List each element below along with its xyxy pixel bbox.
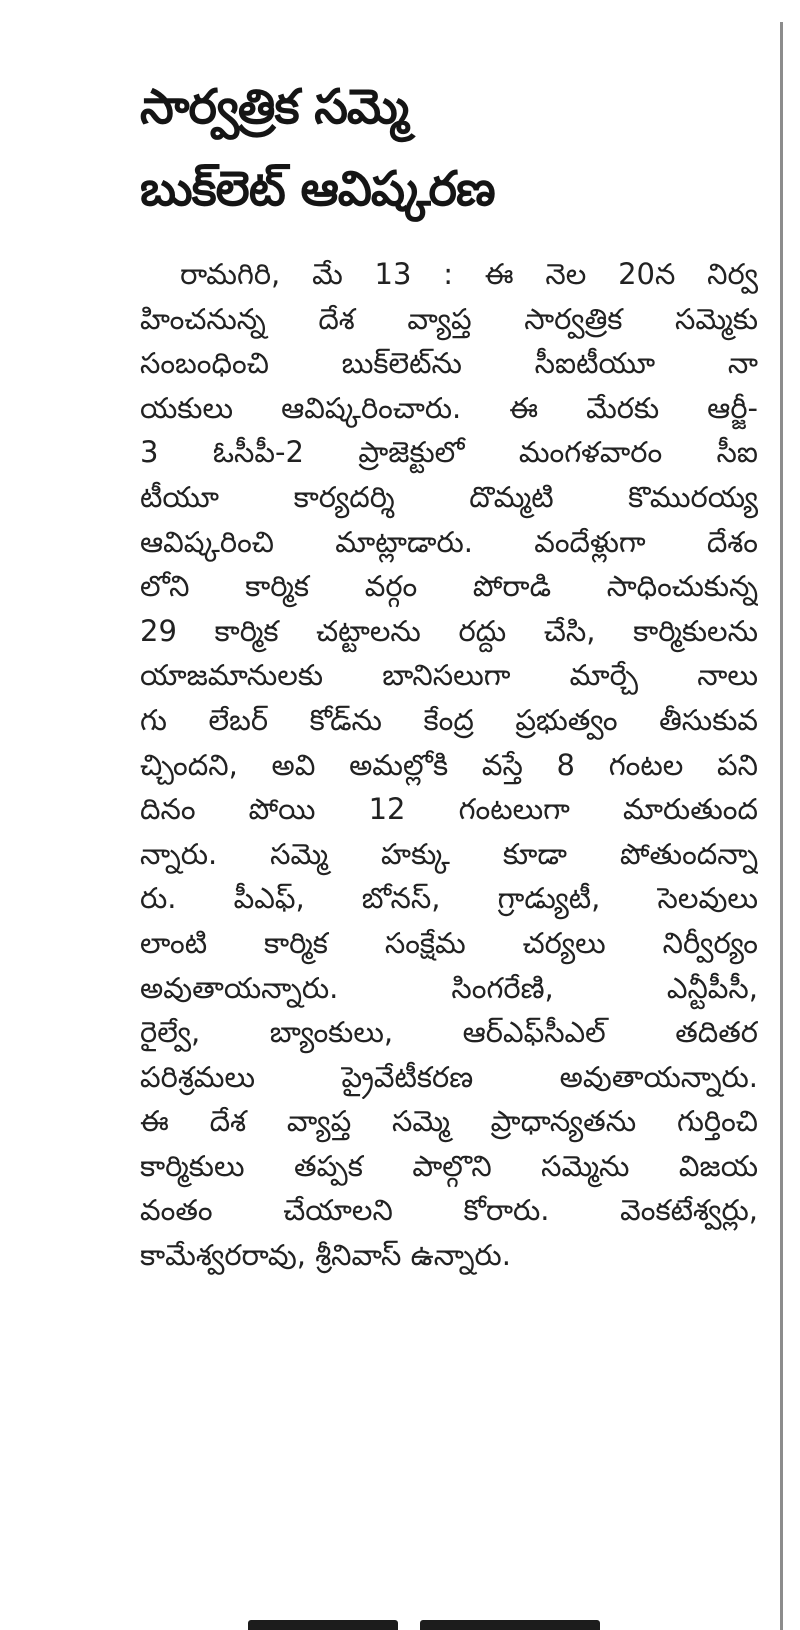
body-line: కామేశ్వరరావు, శ్రీనివాస్ ఉన్నారు. — [140, 1238, 511, 1273]
body-line: గు లేబర్ కోడ్‌ను కేంద్ర ప్రభుత్వం తీసుకువ — [140, 702, 758, 737]
cropped-text-fragment — [420, 1620, 600, 1630]
body-line: రామగిరి, మే 13 : ఈ నెల 20న నిర్వ — [180, 257, 758, 291]
body-line: అవుతాయన్నారు. సింగరేణి, ఎన్టీపీసీ, — [140, 970, 758, 1005]
body-line: ఆవిష్కరించి మాట్లాడారు. వందేళ్లుగా దేశం — [140, 524, 758, 559]
body-line: రు. పీఎఫ్, బోనస్, గ్రాడ్యుటీ, సెలవులు — [140, 881, 758, 916]
body-line: చ్చిందని, అవి అమల్లోకి వస్తే 8 గంటల పని — [140, 747, 758, 782]
body-line: ఈ దేశ వ్యాప్త సమ్మె ప్రాధాన్యతను గుర్తించి — [140, 1104, 758, 1139]
article-headline — [140, 66, 760, 230]
headline-line-2: బుక్‌లెట్ ఆవిష్కరణ — [140, 161, 495, 217]
body-line: హించనున్న దేశ వ్యాప్త సార్వత్రిక సమ్మెకు — [140, 301, 758, 336]
body-line: టీయూ కార్యదర్శి దొమ్మటి కొమురయ్య — [140, 479, 758, 514]
body-line: దినం పోయి 12 గంటలుగా మారుతుంద — [140, 792, 758, 827]
body-line: 29 కార్మిక చట్టాలను రద్దు చేసి, కార్మికులను — [140, 613, 758, 648]
body-line: లోని కార్మిక వర్గం పోరాడి సాధించుకున్న — [140, 569, 758, 604]
body-line: 3 ఓసీపీ-2 ప్రాజెక్టులో మంగళవారం సీఐ — [140, 435, 758, 470]
next-article-headline-cropped — [234, 1612, 634, 1630]
body-line: వంతం చేయాలని కోరారు. వెంకటేశ్వర్లు, — [140, 1193, 758, 1228]
body-line: యాజమానులకు బానిసలుగా మార్చే నాలు — [140, 658, 758, 693]
body-line: రైల్వే, బ్యాంకులు, ఆర్‌ఎఫ్‌సీఎల్ తదితర — [140, 1015, 758, 1050]
cropped-text-fragment — [248, 1620, 398, 1630]
body-line: లాంటి కార్మిక సంక్షేమ చర్యలు నిర్వీర్యం — [140, 925, 758, 960]
article-body — [140, 252, 758, 1278]
column-divider — [780, 22, 783, 1630]
body-line: యకులు ఆవిష్కరించారు. ఈ మేరకు ఆర్జీ- — [140, 390, 758, 425]
body-line: న్నారు. సమ్మె హక్కు కూడా పోతుందన్నా — [140, 836, 758, 871]
body-line: కార్మికులు తప్పక పాల్గొని సమ్మెను విజయ — [140, 1148, 758, 1183]
body-line: సంబంధించి బుక్‌లెట్‌ను సీఐటీయూ నా — [140, 346, 758, 381]
body-line: పరిశ్రమలు ప్రైవేటీకరణ అవుతాయన్నారు. — [140, 1059, 758, 1094]
headline-line-1: సార్వత్రిక సమ్మె — [140, 79, 408, 135]
